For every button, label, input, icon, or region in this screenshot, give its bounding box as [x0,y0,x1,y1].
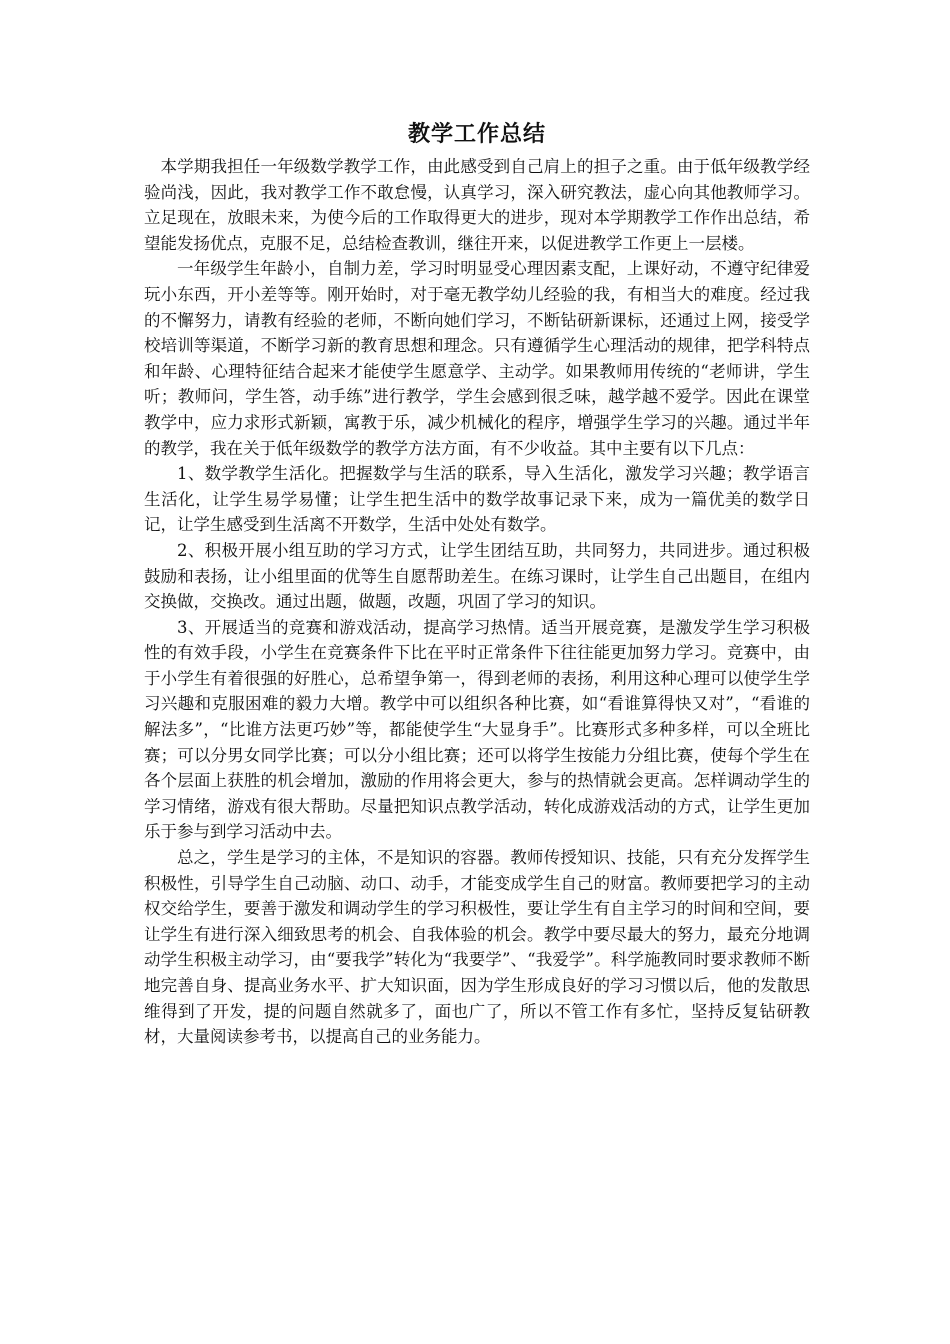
paragraph-students: 一年级学生年龄小，自制力差，学习时明显受心理因素支配，上课好动，不遵守纪律爱玩小东西，开小差等等。刚开始时，对于毫无教学幼儿经验的我，有相当大的难度。经过我的不懈努力，请教有经验的老师，不断向她们学习，不断钻研新课标，还通过上网，接受学校培训等渠道，不断学习新的教育思想和理念。只有遵循学生心理活动的规律，把学科特点和年龄、心理特征结合起来才能使学生愿意学、主动学。如果教师用传统的“老师讲，学生听；教师问，学生答，动手练”进行教学，学生会感到很乏味，越学越不爱学。因此在课堂教学中，应力求形式新颖，寓教于乐，减少机械化的程序，增强学生学习的兴趣。通过半年的教学，我在关于低年级数学的教学方法方面，有不少收益。其中主要有以下几点： [144,259,810,458]
document-title: 教学工作总结 [407,122,546,147]
document-page [144,118,810,1050]
paragraph-point-2: 2、积极开展小组互助的学习方式，让学生团结互助，共同努力，共同进步。通过积极鼓励和表扬，让小组里面的优等生自愿帮助差生。在练习课时，让学生自己出题目，在组内交换做，交换改。通过出题，做题，改题，巩固了学习的知识。 [144,540,810,612]
paragraph-point-3: 3、开展适当的竞赛和游戏活动，提高学习热情。适当开展竞赛，是激发学生学习积极性的有效手段，小学生在竞赛条件下比在平时正常条件下往往能更加努力学习。竞赛中，由于小学生有着很强的好胜心，总希望争第一，得到老师的表扬，利用这种心理可以使学生学习兴趣和克服困难的毅力大增。教学中可以组织各种比赛，如“看谁算得快又对”，“看谁的解法多”，“比谁方法更巧妙”等，都能使学生“大显身手”。比赛形式多种多样，可以全班比赛；可以分男女同学比赛；可以分小组比赛；还可以将学生按能力分组比赛，使每个学生在各个层面上获胜的机会增加，激励的作用将会更大，参与的热情就会更高。怎样调动学生的学习情绪，游戏有很大帮助。尽量把知识点教学活动，转化成游戏活动的方式，让学生更加乐于参与到学习活动中去。 [144,617,810,842]
paragraph-conclusion: 总之，学生是学习的主体，不是知识的容器。教师传授知识、技能，只有充分发挥学生积极性，引导学生自己动脑、动口、动手，才能变成学生自己的财富。教师要把学习的主动权交给学生，要善于激发和调动学生的学习积极性，要让学生有自主学习的时间和空间，要让学生有进行深入细致思考的机会、自我体验的机会。教学中要尽最大的努力，最充分地调动学生积极主动学习，由“要我学”转化为“我要学”、“我爱学”。科学施教同时要求教师不断地完善自身、提高业务水平、扩大知识面，因为学生形成良好的学习习惯以后，他的发散思维得到了开发，提的问题自然就多了，面也广了，所以不管工作有多忙，坚持反复钻研教材，大量阅读参考书，以提高自己的业务能力。 [144,848,810,1047]
paragraph-point-1: 1、数学教学生活化。把握数学与生活的联系，导入生活化，激发学习兴趣；教学语言生活化，让学生易学易懂；让学生把生活中的数学故事记录下来，成为一篇优美的数学日记，让学生感受到生活离不开数学，生活中处处有数学。 [144,464,810,535]
paragraph-intro: 本学期我担任一年级数学教学工作，由此感受到自己肩上的担子之重。由于低年级教学经验尚浅，因此，我对教学工作不敢怠慢，认真学习，深入研究教法，虚心向其他教师学习。立足现在，放眼未来，为使今后的工作取得更大的进步，现对本学期教学工作作出总结，希望能发扬优点，克服不足，总结检查教训，继往开来，以促进教学工作更上一层楼。 [144,157,810,253]
